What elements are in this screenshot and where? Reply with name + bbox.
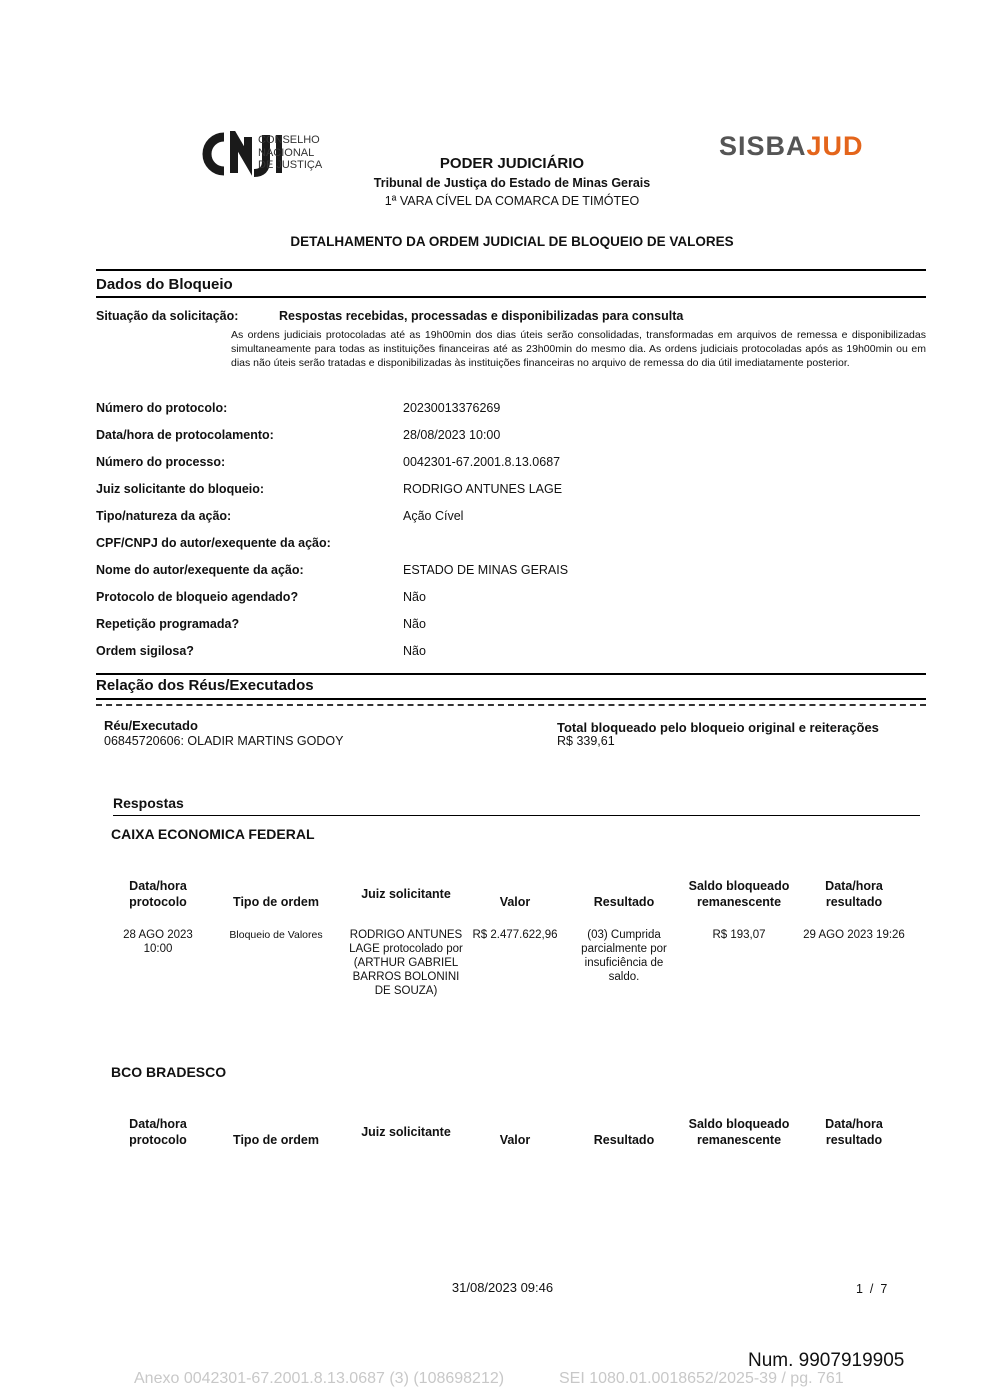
field-label: Repetição programada?	[96, 617, 240, 631]
field-label: Nome do autor/exequente da ação:	[96, 563, 304, 577]
col-header-saldo: Saldo bloqueado remanescente	[688, 1117, 790, 1147]
field-label: Número do processo:	[96, 455, 226, 469]
document-title: DETALHAMENTO DA ORDEM JUDICIAL DE BLOQUEIO DE VALORES	[290, 234, 734, 249]
field-value: ESTADO DE MINAS GERAIS	[403, 563, 569, 577]
respostas-title: Respostas	[113, 795, 184, 811]
bank-name: BCO BRADESCO	[111, 1064, 227, 1080]
situacao-note: As ordens judiciais protocoladas até as 19h00min dos dias úteis serão consolidadas, transformadas em arquivos de remessa e disponibilizadas simultaneamente para todas as instituições financeiras até as 23h00min do mesmo dia. As ordens judiciais protocoladas após as 19h00min ou em dias não úteis serão tratadas e disponibilizadas às instituições financeiras no arquivo de remessa do dia útil imediatamente posterior.	[231, 329, 926, 369]
section-title-dados: Dados do Bloqueio	[96, 276, 233, 293]
bank-name: CAIXA ECONOMICA FEDERAL	[111, 826, 315, 842]
field-label: Ordem sigilosa?	[96, 644, 194, 658]
cell-data-resultado: 29 AGO 2023 19:26	[803, 929, 905, 941]
col-header-valor: Valor	[499, 1133, 531, 1147]
cell-valor: R$ 2.477.622,96	[472, 929, 558, 941]
col-header-tipo: Tipo de ordem	[233, 895, 319, 909]
poder-judiciario: PODER JUDICIÁRIO	[439, 155, 585, 172]
field-label: Protocolo de bloqueio agendado?	[96, 590, 299, 604]
col-header-resultado: Resultado	[593, 895, 655, 909]
cell-saldo: R$ 193,07	[712, 929, 766, 941]
col-header-juiz: Juiz solicitante	[361, 1125, 451, 1139]
field-label: CPF/CNPJ do autor/exequente da ação:	[96, 536, 331, 550]
cell-tipo: Bloqueio de Valores	[229, 929, 323, 941]
col-header-tipo: Tipo de ordem	[233, 1133, 319, 1147]
col-header-data-resultado: Data/hora resultado	[825, 879, 883, 909]
field-value: Ação Cível	[403, 509, 464, 523]
situacao-label: Situação da solicitação:	[96, 309, 239, 323]
field-value: 20230013376269	[403, 401, 501, 415]
field-value: 28/08/2023 10:00	[403, 428, 501, 442]
section-rule	[96, 269, 926, 271]
tribunal-name: Tribunal de Justiça do Estado de Minas Gerais	[373, 176, 651, 190]
col-header-data-protocolo: Data/hora protocolo	[129, 879, 187, 909]
field-value: Não	[403, 590, 426, 604]
reu-value: 06845720606: OLADIR MARTINS GODOY	[104, 734, 344, 748]
vara-name: 1ª VARA CÍVEL DA COMARCA DE TIMÓTEO	[384, 194, 640, 208]
document-number: Num. 9907919905	[748, 1350, 905, 1371]
field-value: Não	[403, 644, 426, 658]
field-label: Data/hora de protocolamento:	[96, 428, 274, 442]
page-number: 1 / 7	[856, 1282, 888, 1296]
footer-date: 31/08/2023 09:46	[451, 1280, 554, 1295]
sisbajud-logo: SISBAJUD	[719, 131, 864, 161]
respostas-rule	[113, 815, 920, 816]
total-value: R$ 339,61	[557, 734, 615, 748]
col-header-saldo: Saldo bloqueado remanescente	[688, 879, 790, 909]
cell-data-protocolo: 28 AGO 2023 10:00	[123, 929, 193, 955]
field-label: Número do protocolo:	[96, 401, 228, 415]
total-label: Total bloqueado pelo bloqueio original e reiterações	[557, 720, 879, 735]
section-rule	[96, 296, 926, 298]
col-header-data-protocolo: Data/hora protocolo	[129, 1117, 187, 1147]
cnj-logo-text: CONSELHO NACIONAL DE JUSTIÇA	[258, 134, 323, 171]
col-header-juiz: Juiz solicitante	[361, 887, 451, 901]
cell-juiz: RODRIGO ANTUNES LAGE protocolado por (ARTHUR GABRIEL BARROS BOLONINI DE SOUZA)	[349, 929, 463, 997]
section-rule	[96, 698, 926, 700]
field-value: RODRIGO ANTUNES LAGE	[403, 482, 563, 496]
dashed-divider	[96, 704, 926, 706]
sei-watermark: SEI 1080.01.0018652/2025-39 / pg. 761	[559, 1370, 844, 1387]
section-title-reus: Relação dos Réus/Executados	[96, 677, 314, 694]
field-value: Não	[403, 617, 426, 631]
col-header-resultado: Resultado	[593, 1133, 655, 1147]
reu-label: Réu/Executado	[104, 718, 198, 733]
field-value: 0042301-67.2001.8.13.0687	[403, 455, 561, 469]
section-rule	[96, 673, 926, 675]
anexo-watermark: Anexo 0042301-67.2001.8.13.0687 (3) (108698212)	[134, 1370, 505, 1387]
cell-resultado: (03) Cumprida parcialmente por insuficiência de saldo.	[581, 929, 667, 983]
field-label: Tipo/natureza da ação:	[96, 509, 232, 523]
field-label: Juiz solicitante do bloqueio:	[96, 482, 265, 496]
col-header-data-resultado: Data/hora resultado	[825, 1117, 883, 1147]
col-header-valor: Valor	[499, 895, 531, 909]
situacao-value: Respostas recebidas, processadas e disponibilizadas para consulta	[279, 309, 684, 323]
